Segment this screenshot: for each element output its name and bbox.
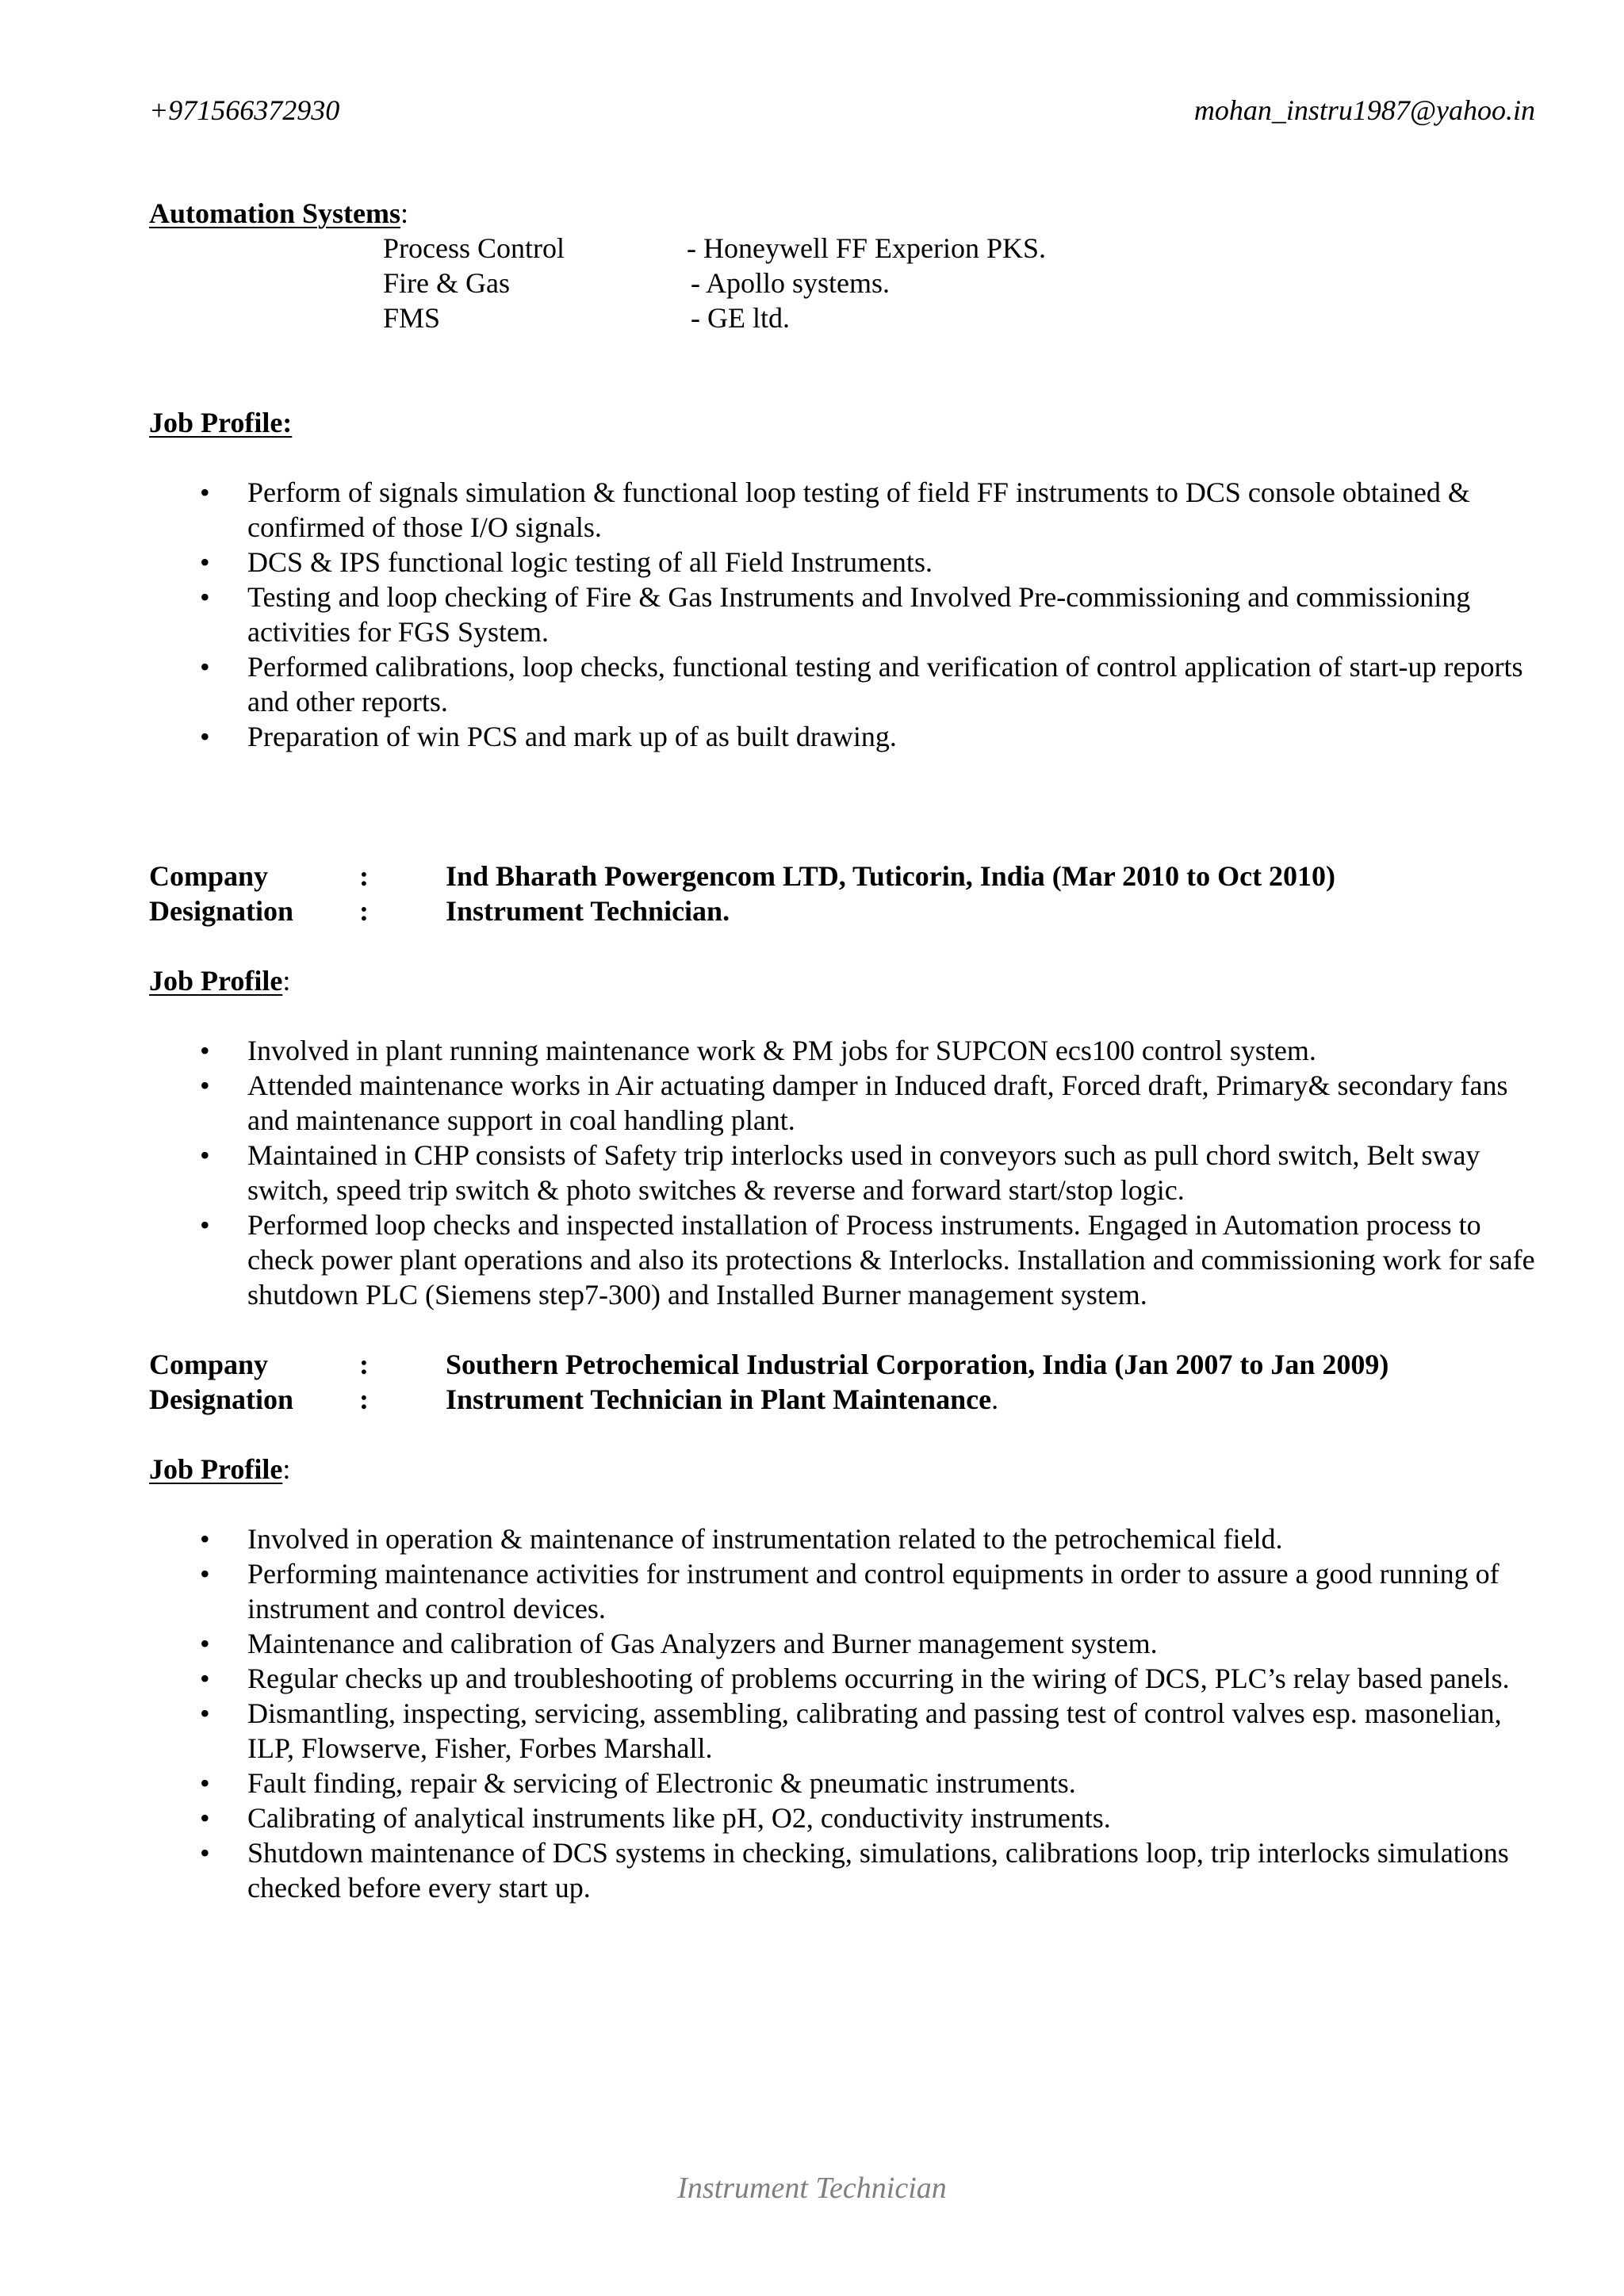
bullet-icon: •	[200, 1209, 210, 1241]
designation-row	[149, 894, 1545, 928]
list-item-text: Shutdown maintenance of DCS systems in checking, simulations, calibrations loop, trip interlocks simulations checked before every start up.	[247, 1837, 1509, 1904]
bullet-icon: •	[200, 1837, 210, 1869]
list-item-text: Involved in operation & maintenance of instrumentation related to the petrochemical field.	[247, 1523, 1283, 1555]
list-item	[149, 1033, 1545, 1068]
company-row	[149, 859, 1545, 894]
list-item	[149, 1661, 1545, 1696]
automation-row-value: - GE ltd.	[691, 302, 790, 334]
bullet-icon: •	[200, 1558, 210, 1590]
list-item-text: Maintained in CHP consists of Safety trip interlocks used in conveyors such as pull chord switch, Belt sway switch, speed trip switch & photo switches & reverse and forward start/stop logic.	[247, 1139, 1480, 1206]
bullet-icon: •	[200, 1767, 210, 1799]
designation-value-text: Instrument Technician in Plant Maintenance	[446, 1383, 992, 1415]
automation-title-suffix: :	[400, 197, 409, 229]
bullet-icon: •	[200, 651, 210, 683]
company-label: Company	[149, 1349, 269, 1380]
company-colon: :	[359, 1349, 369, 1380]
bullet-icon: •	[200, 1663, 210, 1694]
bullet-icon: •	[200, 1802, 210, 1834]
designation-label: Designation	[149, 895, 294, 927]
list-item	[149, 1138, 1545, 1207]
list-item-text: Regular checks up and troubleshooting of problems occurring in the wiring of DCS, PLC’s relay based panels.	[247, 1663, 1510, 1694]
bullet-icon: •	[200, 1139, 210, 1171]
list-item-text: Performing maintenance activities for instrument and control equipments in order to assure a good running of instrument and control devices.	[247, 1558, 1500, 1624]
job-profile-1-list	[149, 475, 1545, 754]
bullet-icon: •	[200, 1697, 210, 1729]
automation-row-label: FMS	[383, 302, 441, 334]
list-item-text: Testing and loop checking of Fire & Gas Instruments and Involved Pre-commissioning and commissioning activities for FGS System.	[247, 581, 1471, 648]
job-profile-2-list	[149, 1033, 1545, 1312]
job-profile-3-list	[149, 1521, 1545, 1905]
bullet-icon: •	[200, 1523, 210, 1555]
list-item-text: Involved in plant running maintenance work & PM jobs for SUPCON ecs100 control system.	[247, 1035, 1316, 1066]
designation-row	[149, 1382, 1545, 1417]
designation-trail: .	[991, 1383, 999, 1415]
list-item	[149, 1521, 1545, 1556]
company-colon: :	[359, 860, 369, 892]
job-profile-1-section	[149, 405, 1545, 754]
bullet-icon: •	[200, 721, 210, 752]
list-item-text: Perform of signals simulation & functional loop testing of field FF instruments to DCS console obtained & confirmed of those I/O signals.	[247, 476, 1470, 543]
designation-value	[446, 1382, 998, 1417]
list-item	[149, 1835, 1545, 1905]
bullet-icon: •	[200, 476, 210, 508]
job-profile-1-heading	[149, 405, 1545, 440]
list-item	[149, 1626, 1545, 1661]
list-item-text: Performed loop checks and inspected installation of Process instruments. Engaged in Automation process to check power plant operations and also its protections & Interlocks. Installation and commissioning work for safe shutdown PLC (Siemens step7-300) and Installed Burner management system.	[247, 1209, 1535, 1311]
company-row	[149, 1347, 1545, 1382]
automation-row-value: - Honeywell FF Experion PKS.	[687, 232, 1046, 264]
list-item	[149, 1696, 1545, 1766]
automation-row	[149, 266, 1545, 300]
list-item	[149, 719, 1545, 754]
automation-title: Automation Systems	[149, 197, 401, 229]
designation-colon: :	[359, 1383, 369, 1415]
company-value: Ind Bharath Powergencom LTD, Tuticorin, India (Mar 2010 to Oct 2010)	[446, 860, 1336, 892]
designation-label: Designation	[149, 1383, 294, 1415]
job-profile-3-title: Job Profile	[149, 1453, 283, 1485]
list-item-text: Performed calibrations, loop checks, functional testing and verification of control application of start-up reports and other reports.	[247, 651, 1523, 718]
bullet-icon: •	[200, 1070, 210, 1101]
list-item	[149, 1556, 1545, 1626]
automation-row	[149, 231, 1545, 266]
list-item	[149, 475, 1545, 545]
list-item	[149, 580, 1545, 649]
list-item-text: Calibrating of analytical instruments like pH, O2, conductivity instruments.	[247, 1802, 1111, 1834]
company-label: Company	[149, 860, 269, 892]
list-item-text: Maintenance and calibration of Gas Analyzers and Burner management system.	[247, 1628, 1158, 1659]
automation-row-label: Fire & Gas	[383, 267, 510, 299]
automation-heading	[149, 196, 1545, 231]
list-item	[149, 649, 1545, 719]
job-profile-1-title: Job Profile:	[149, 407, 293, 438]
page-footer: Instrument Technician	[677, 2172, 947, 2205]
designation-colon: :	[359, 895, 369, 927]
job-profile-3-suffix: :	[282, 1453, 291, 1485]
bullet-icon: •	[200, 581, 210, 613]
list-item-text: DCS & IPS functional logic testing of all Field Instruments.	[247, 546, 933, 578]
automation-row	[149, 300, 1545, 335]
automation-row-label: Process Control	[383, 232, 565, 264]
company-3-section	[149, 1347, 1545, 1905]
list-item	[149, 1766, 1545, 1800]
resume-body	[149, 196, 1545, 1905]
designation-value: Instrument Technician.	[446, 895, 730, 927]
list-item	[149, 1207, 1545, 1312]
job-profile-3-heading	[149, 1452, 1545, 1487]
list-item-text: Preparation of win PCS and mark up of as built drawing.	[247, 721, 897, 752]
list-item-text: Dismantling, inspecting, servicing, assembling, calibrating and passing test of control valves esp. masonelian, ILP, Flowserve, Fisher, Forbes Marshall.	[247, 1697, 1502, 1764]
automation-row-value: - Apollo systems.	[691, 267, 891, 299]
header-email: mohan_instru1987@yahoo.in	[1193, 94, 1535, 126]
company-value: Southern Petrochemical Industrial Corporation, India (Jan 2007 to Jan 2009)	[446, 1349, 1389, 1380]
bullet-icon: •	[200, 546, 210, 578]
job-profile-2-heading	[149, 963, 1545, 998]
bullet-icon: •	[200, 1628, 210, 1659]
list-item	[149, 545, 1545, 580]
company-2-section	[149, 859, 1545, 1312]
bullet-icon: •	[200, 1035, 210, 1066]
list-item	[149, 1800, 1545, 1835]
job-profile-2-title: Job Profile	[149, 965, 283, 997]
list-item-text: Attended maintenance works in Air actuating damper in Induced draft, Forced draft, Primary& secondary fans and maintenance support in coal handling plant.	[247, 1070, 1508, 1136]
automation-section	[149, 196, 1545, 335]
list-item-text: Fault finding, repair & servicing of Electronic & pneumatic instruments.	[247, 1767, 1076, 1799]
job-profile-2-suffix: :	[282, 965, 291, 997]
list-item	[149, 1068, 1545, 1138]
header-phone: +971566372930	[149, 94, 340, 126]
